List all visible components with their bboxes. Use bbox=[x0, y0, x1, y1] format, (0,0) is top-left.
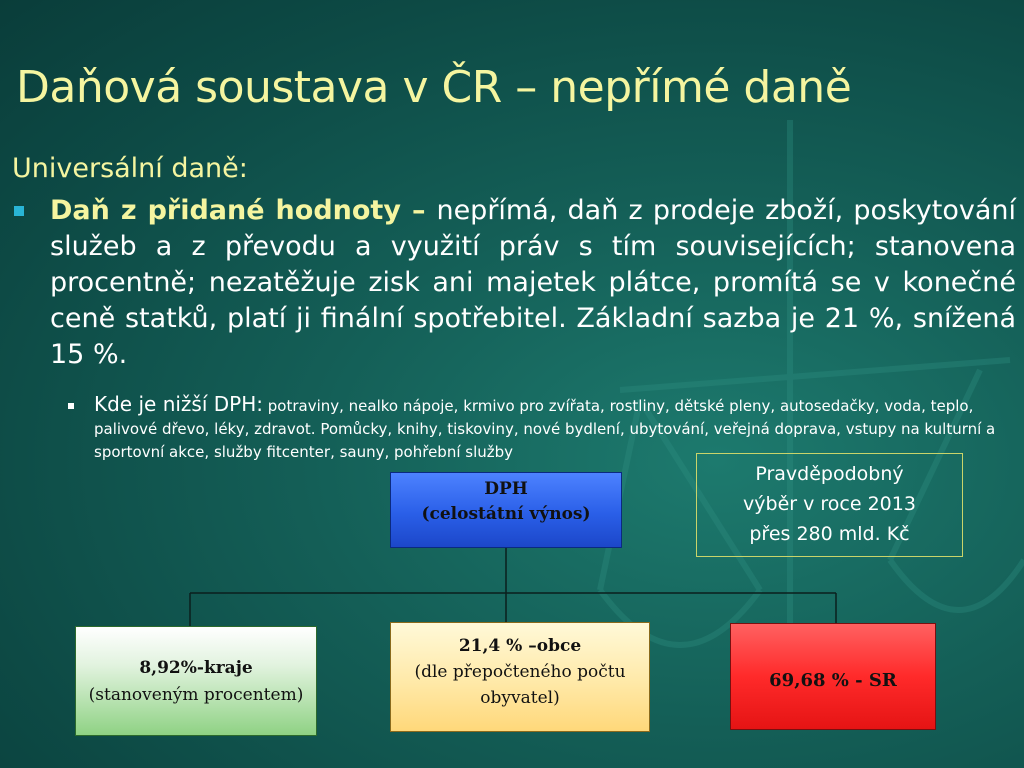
main-bullet-dash: – bbox=[400, 195, 437, 226]
state-share-title: 69,68 % - SR bbox=[769, 670, 897, 691]
regions-share-title: 8,92%-kraje bbox=[139, 658, 253, 678]
dph-root-title: DPH bbox=[484, 479, 528, 499]
regions-share-note: (stanoveným procentem) bbox=[88, 685, 304, 705]
sub-bullet-body: potraviny, nealko nápoje, krmivo pro zvířata, rostliny, dětské pleny, autosedačky, voda, teplo, palivové dřevo, léky, zdravot. Pomůcky, knihy, tiskoviny, nové bydlení, ubytování, veřejná doprava, vstupy na kulturní a sportovní akce, služby fitcenter, sauny, pohřební služby bbox=[94, 397, 996, 461]
main-bullet-body: nepřímá, daň z prodeje zboží, poskytování služeb a z převodu a využití práv s tím souvisejících; stanovena procentně; nezatěžuje zisk ani majetek plátce, promítá se v konečné ceně statků, platí ji finální spotřebitel. Základní sazba je 21 %, snížená 15 %. bbox=[50, 195, 1016, 370]
section-subtitle: Universální daně: bbox=[12, 153, 248, 184]
municipalities-share-note-2: obyvatel) bbox=[480, 688, 560, 708]
square-bullet-icon bbox=[14, 206, 24, 216]
main-bullet-text bbox=[50, 193, 1016, 373]
state-share-box bbox=[730, 623, 936, 730]
main-bullet bbox=[14, 193, 1016, 373]
sub-bullet-lead: Kde je nižší DPH: bbox=[94, 392, 263, 416]
estimate-line-1: Pravděpodobný bbox=[755, 463, 904, 485]
municipalities-share-title: 21,4 % –obce bbox=[458, 636, 582, 656]
municipalities-share-box bbox=[390, 622, 650, 732]
dph-root-box bbox=[390, 472, 622, 548]
slide-title: Daňová soustava v ČR – nepřímé daně bbox=[16, 62, 852, 113]
small-square-bullet-icon bbox=[68, 403, 74, 409]
collection-estimate-box bbox=[696, 453, 963, 557]
estimate-line-3: přes 280 mld. Kč bbox=[749, 523, 910, 545]
regions-share-box bbox=[75, 626, 317, 736]
estimate-line-2: výběr v roce 2013 bbox=[743, 493, 916, 515]
main-bullet-lead: Daň z přidané hodnoty bbox=[50, 195, 401, 226]
dph-root-subtitle: (celostátní výnos) bbox=[421, 504, 591, 524]
municipalities-share-note-1: (dle přepočteného počtu bbox=[414, 662, 626, 682]
